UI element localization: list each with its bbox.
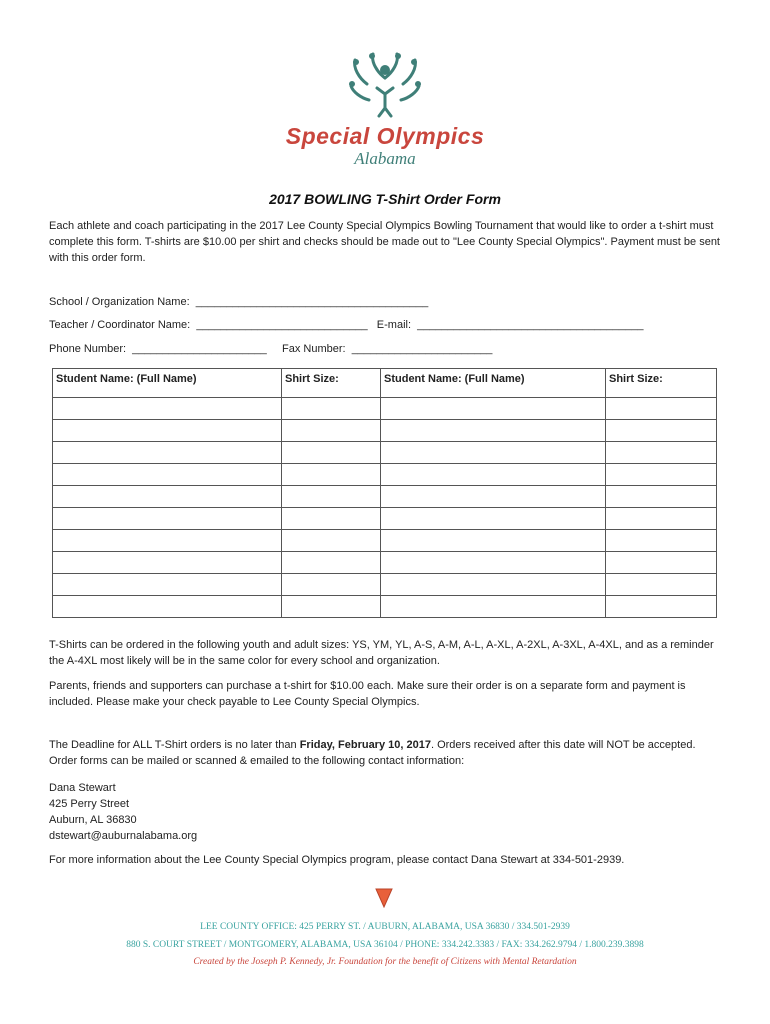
- contact-city: Auburn, AL 36830: [49, 814, 137, 826]
- table-cell[interactable]: [282, 464, 381, 486]
- table-row: [53, 464, 717, 486]
- table-cell[interactable]: [381, 464, 606, 486]
- footer-line-1: LEE COUNTY OFFICE: 425 PERRY ST. / AUBURN, ALABAMA, USA 36830 / 334.501-2939: [200, 922, 570, 932]
- deadline-suffix: . Orders received after this date will NOT be accepted. Order forms can be mailed or scanned & emailed to the following contact information:: [49, 739, 696, 767]
- table-row: [53, 596, 717, 618]
- table-cell[interactable]: [381, 398, 606, 420]
- table-cell[interactable]: [53, 398, 282, 420]
- page-title: 2017 BOWLING T-Shirt Order Form: [269, 191, 501, 207]
- table-cell[interactable]: [53, 530, 282, 552]
- table-cell[interactable]: [606, 486, 717, 508]
- table-cell[interactable]: [606, 420, 717, 442]
- table-cell[interactable]: [282, 552, 381, 574]
- parents-note: Parents, friends and supporters can purchase a t-shirt for $10.00 each. Make sure their order is on a separate form and payment is included. Please make your check payable to Lee County Special Olympics.: [49, 680, 686, 708]
- table-cell[interactable]: [53, 552, 282, 574]
- header-student-name-2: Student Name: (Full Name): [381, 369, 606, 398]
- table-cell[interactable]: [53, 442, 282, 464]
- table-cell[interactable]: [53, 464, 282, 486]
- table-header-row: [53, 369, 717, 398]
- contact-name: Dana Stewart: [49, 782, 116, 794]
- table-cell[interactable]: [381, 530, 606, 552]
- table-cell[interactable]: [381, 486, 606, 508]
- table-cell[interactable]: [606, 552, 717, 574]
- deadline-prefix: The Deadline for ALL T-Shirt orders is no later than: [49, 739, 300, 751]
- table-cell[interactable]: [282, 442, 381, 464]
- header-shirt-size-1: Shirt Size:: [282, 369, 381, 398]
- table-cell[interactable]: [53, 574, 282, 596]
- table-cell[interactable]: [606, 508, 717, 530]
- table-cell[interactable]: [381, 442, 606, 464]
- table-cell[interactable]: [606, 464, 717, 486]
- table-cell[interactable]: [53, 596, 282, 618]
- table-cell[interactable]: [282, 486, 381, 508]
- table-cell[interactable]: [606, 398, 717, 420]
- table-cell[interactable]: [606, 574, 717, 596]
- table-cell[interactable]: [606, 442, 717, 464]
- table-row: [53, 442, 717, 464]
- table-row: [53, 398, 717, 420]
- more-info: For more information about the Lee County Special Olympics program, please contact Dana Stewart at 334-501-2939.: [49, 854, 625, 866]
- deadline-paragraph: [49, 737, 724, 769]
- table-row: [53, 552, 717, 574]
- contact-block: [49, 780, 197, 844]
- brand-name: Special Olympics: [285, 123, 485, 149]
- table-cell[interactable]: [606, 530, 717, 552]
- table-cell[interactable]: [381, 508, 606, 530]
- table-cell[interactable]: [282, 398, 381, 420]
- table-row: [53, 530, 717, 552]
- contact-email[interactable]: dstewart@auburnalabama.org: [49, 830, 198, 842]
- logo-block: [0, 48, 770, 168]
- teacher-email-field[interactable]: Teacher / Coordinator Name: ____________________________ E-mail: _____________________________________: [49, 319, 644, 331]
- table-cell[interactable]: [282, 596, 381, 618]
- footer-line-3: Created by the Joseph P. Kennedy, Jr. Foundation for the benefit of Citizens with Mental Retardation: [193, 957, 577, 967]
- header-shirt-size-2: Shirt Size:: [606, 369, 717, 398]
- table-row: [53, 508, 717, 530]
- footer-line-2: 880 S. COURT STREET / MONTGOMERY, ALABAMA, USA 36104 / PHONE: 334.242.3383 / FAX: 334.262.9794 / 1.800.239.3898: [126, 940, 644, 950]
- sizes-note: T-Shirts can be ordered in the following youth and adult sizes: YS, YM, YL, A-S, A-M, A-L, A-XL, A-2XL, A-3XL, A-4XL, and as a reminder the A-4XL most likely will be in the same color for every school and organization.: [49, 639, 714, 667]
- triangle-down-icon: [375, 888, 393, 908]
- order-table: [52, 368, 717, 618]
- special-olympics-emblem-icon: [347, 48, 423, 120]
- phone-fax-field[interactable]: Phone Number: ______________________ Fax Number: _______________________: [49, 343, 493, 355]
- table-cell[interactable]: [53, 508, 282, 530]
- table-cell[interactable]: [381, 420, 606, 442]
- table-cell[interactable]: [53, 486, 282, 508]
- table-row: [53, 574, 717, 596]
- table-cell[interactable]: [381, 574, 606, 596]
- table-cell[interactable]: [606, 596, 717, 618]
- table-cell[interactable]: [282, 574, 381, 596]
- contact-street: 425 Perry Street: [49, 798, 130, 810]
- table-cell[interactable]: [53, 420, 282, 442]
- table-row: [53, 420, 717, 442]
- table-cell[interactable]: [282, 508, 381, 530]
- table-cell[interactable]: [381, 596, 606, 618]
- table-row: [53, 486, 717, 508]
- header-student-name-1: Student Name: (Full Name): [53, 369, 282, 398]
- school-field[interactable]: School / Organization Name: ______________________________________: [49, 296, 429, 308]
- deadline-date: Friday, February 10, 2017: [299, 739, 431, 751]
- table-cell[interactable]: [381, 552, 606, 574]
- brand-subtitle: Alabama: [354, 149, 416, 168]
- table-cell[interactable]: [282, 420, 381, 442]
- intro-paragraph: Each athlete and coach participating in the 2017 Lee County Special Olympics Bowling Tournament that would like to order a t-shirt must complete this form. T-shirts are $10.00 per shirt and checks should be made out to "Lee County Special Olympics". Payment must be sent with this order form.: [49, 220, 720, 264]
- table-cell[interactable]: [282, 530, 381, 552]
